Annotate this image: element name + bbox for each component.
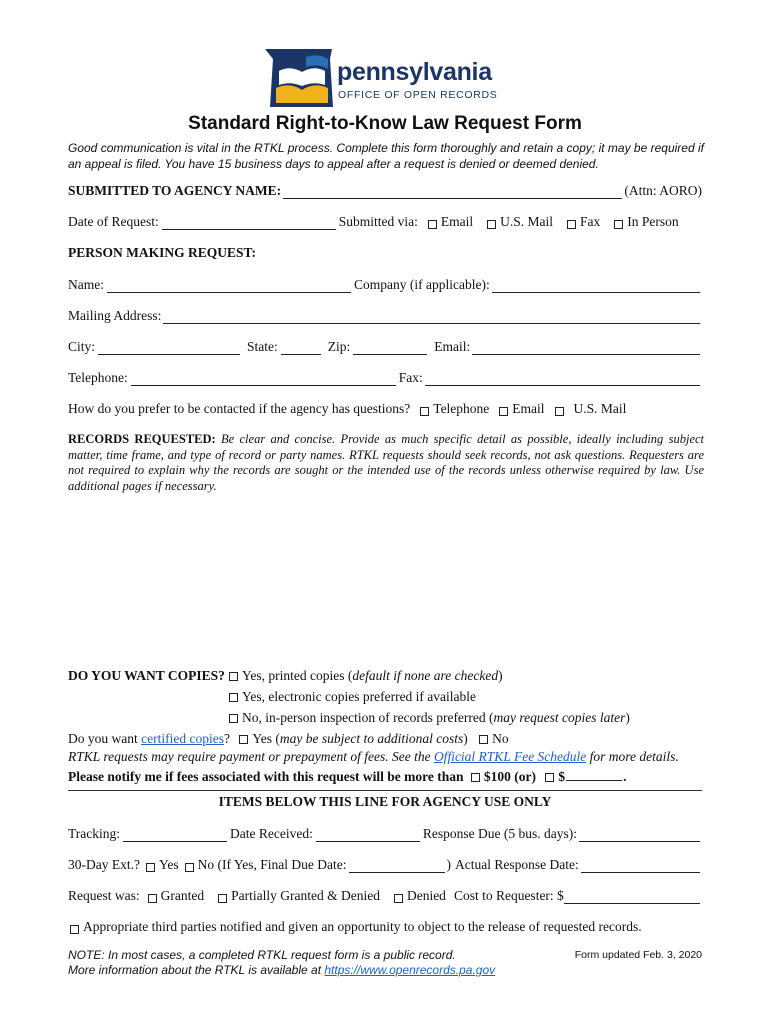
copies-question-row <box>68 668 225 684</box>
telephone-label: Telephone: <box>68 370 128 385</box>
form-updated-date: Form updated Feb. 3, 2020 <box>574 949 702 961</box>
state-label: State: <box>247 339 278 354</box>
notify-period: . <box>623 769 627 784</box>
via-mail-checkbox[interactable] <box>487 220 496 229</box>
notify-amount-field[interactable] <box>566 768 622 781</box>
name-label: Name: <box>68 277 104 292</box>
agency-attn: (Attn: AORO) <box>624 183 702 198</box>
telephone-row <box>68 370 702 386</box>
copies-inspection-note: may request copies later <box>493 710 626 725</box>
footer-note-text: NOTE: In most cases, a completed RTKL request form is a public record. <box>68 948 456 962</box>
name-row <box>68 277 702 293</box>
copies-question: DO YOU WANT COPIES? <box>68 668 225 683</box>
submitted-via-label: Submitted via: <box>338 214 418 229</box>
copies-printed-note: default if none are checked <box>352 668 499 683</box>
copies-inspection-checkbox[interactable] <box>229 714 238 723</box>
response-due-label: Response Due (5 bus. days): <box>422 826 577 841</box>
agency-divider <box>68 790 702 791</box>
contact-email-label: Email <box>512 401 545 416</box>
response-due-field[interactable] <box>579 829 700 842</box>
extension-paren: ) <box>446 857 451 872</box>
city-row <box>68 339 702 355</box>
mailing-field[interactable] <box>163 311 700 324</box>
granted-label: Granted <box>160 888 205 903</box>
zip-field[interactable] <box>353 342 427 355</box>
notify-100-checkbox[interactable] <box>471 773 480 782</box>
certified-row <box>68 731 509 747</box>
certified-qmark: ? <box>223 731 230 746</box>
certified-yes-checkbox[interactable] <box>239 735 248 744</box>
page-title: Standard Right-to-Know Law Request Form <box>188 113 582 134</box>
copies-electronic-label: Yes, electronic copies preferred if available <box>242 689 477 704</box>
notify-100-label: $100 (or) <box>483 769 536 784</box>
cost-field[interactable] <box>564 891 700 904</box>
notify-text: Please notify me if fees associated with this request will be more than <box>68 769 464 784</box>
certified-yes-label: Yes ( <box>252 731 280 746</box>
notify-custom-label: $ <box>558 769 566 784</box>
fee-schedule-link[interactable]: Official RTKL Fee Schedule <box>433 749 587 764</box>
extension-no-checkbox[interactable] <box>185 863 194 872</box>
denied-checkbox[interactable] <box>394 894 403 903</box>
copies-printed-row <box>223 668 503 684</box>
records-text-area[interactable] <box>68 500 702 660</box>
via-mail-label: U.S. Mail <box>500 214 553 229</box>
extension-yes-checkbox[interactable] <box>146 863 155 872</box>
certified-no-label: No <box>492 731 509 746</box>
cost-label: Cost to Requester: $ <box>453 888 564 903</box>
mailing-label: Mailing Address: <box>68 308 162 323</box>
via-email-checkbox[interactable] <box>428 220 437 229</box>
mailing-row <box>68 308 702 324</box>
extension-label: 30-Day Ext.? <box>68 857 140 872</box>
telephone-field[interactable] <box>131 373 396 386</box>
contact-mail-label: U.S. Mail <box>573 401 627 416</box>
records-instructions: Be clear and concise. Provide as much specific detail as possible, ideally including subject matter, time frame, and type of record or party names. RTKL requests should seek records, not ask questions. Requesters are not required to explain why the records are sought or the intended use of the records unless otherwise required by law. Use additional pages if necessary. <box>68 432 705 493</box>
contact-row <box>68 401 702 417</box>
records-heading: RECORDS REQUESTED: <box>68 432 216 446</box>
contact-mail-checkbox[interactable] <box>555 407 564 416</box>
city-field[interactable] <box>98 342 240 355</box>
copies-electronic-checkbox[interactable] <box>229 693 238 702</box>
actual-response-label: Actual Response Date: <box>455 857 579 872</box>
date-received-field[interactable] <box>316 829 420 842</box>
fax-label: Fax: <box>398 370 423 385</box>
footer-more-text: More information about the RTKL is available at <box>68 963 325 977</box>
email-label: Email: <box>434 339 471 354</box>
agency-use-heading: ITEMS BELOW THIS LINE FOR AGENCY USE ONLY <box>218 794 552 809</box>
certified-yes-paren: ) <box>463 731 468 746</box>
certified-copies-link[interactable]: certified copies <box>141 731 224 746</box>
copies-electronic-row <box>223 689 476 705</box>
copies-printed-label: Yes, printed copies ( <box>242 668 353 683</box>
person-heading: PERSON MAKING REQUEST: <box>68 245 257 260</box>
partial-label: Partially Granted & Denied <box>231 888 380 903</box>
fax-field[interactable] <box>425 373 700 386</box>
request-was-label: Request was: <box>68 888 140 903</box>
via-in-person-checkbox[interactable] <box>614 220 623 229</box>
extension-yes-label: Yes <box>158 857 179 872</box>
third-party-row <box>68 919 702 935</box>
fee-text-end: for more details. <box>586 749 679 764</box>
notify-custom-checkbox[interactable] <box>545 773 554 782</box>
intro-text: Good communication is vital in the RTKL process. Complete this form thoroughly and retain a copy; it may be required if an appeal is filed. You have 15 business days to appeal after a request is denied or deemed denied. <box>68 141 704 171</box>
contact-email-checkbox[interactable] <box>499 407 508 416</box>
via-fax-checkbox[interactable] <box>567 220 576 229</box>
third-party-checkbox[interactable] <box>70 925 79 934</box>
extension-no-label: No (If Yes, Final Due Date: <box>197 857 347 872</box>
certified-no-checkbox[interactable] <box>479 735 488 744</box>
records-requested-section <box>68 432 704 494</box>
contact-telephone-label: Telephone <box>433 401 490 416</box>
agency-name-field[interactable] <box>283 186 622 199</box>
granted-checkbox[interactable] <box>148 894 157 903</box>
actual-response-field[interactable] <box>581 860 700 873</box>
tracking-field[interactable] <box>123 829 227 842</box>
via-in-person-label: In Person <box>627 214 679 229</box>
request-was-row <box>68 888 702 904</box>
city-label: City: <box>68 339 96 354</box>
company-field[interactable] <box>492 280 700 293</box>
openrecords-link[interactable]: https://www.openrecords.pa.gov <box>324 963 496 977</box>
person-heading-row <box>68 245 702 261</box>
fee-row <box>68 749 679 765</box>
copies-printed-paren: ) <box>498 668 503 683</box>
logo-wordmark: pennsylvania <box>337 58 492 86</box>
zip-label: Zip: <box>327 339 351 354</box>
copies-inspection-row <box>223 710 630 726</box>
name-field[interactable] <box>107 280 351 293</box>
copies-inspection-paren: ) <box>625 710 630 725</box>
copies-inspection-label: No, in-person inspection of records preferred ( <box>242 710 494 725</box>
company-label: Company (if applicable): <box>354 277 490 292</box>
tracking-label: Tracking: <box>68 826 121 841</box>
via-fax-label: Fax <box>580 214 601 229</box>
date-label: Date of Request: <box>68 214 159 229</box>
denied-label: Denied <box>406 888 446 903</box>
logo-subtitle: OFFICE OF OPEN RECORDS <box>338 89 498 101</box>
footer-note <box>68 948 495 978</box>
contact-telephone-checkbox[interactable] <box>420 407 429 416</box>
state-field[interactable] <box>281 342 321 355</box>
extension-row <box>68 857 702 873</box>
partial-checkbox[interactable] <box>218 894 227 903</box>
final-due-date-field[interactable] <box>349 860 445 873</box>
email-field[interactable] <box>472 342 700 355</box>
via-email-label: Email <box>440 214 474 229</box>
date-field[interactable] <box>162 217 336 230</box>
copies-printed-checkbox[interactable] <box>229 672 238 681</box>
certified-prefix: Do you want <box>68 731 142 746</box>
third-party-label: Appropriate third parties notified and given an opportunity to object to the release of requested records. <box>83 919 642 934</box>
notify-row <box>68 768 626 785</box>
tracking-row <box>68 826 702 842</box>
fee-text: RTKL requests may require payment or prepayment of fees. See the <box>68 749 434 764</box>
agency-label: SUBMITTED TO AGENCY NAME: <box>68 183 282 198</box>
contact-question: How do you prefer to be contacted if the agency has questions? <box>68 401 411 416</box>
agency-row <box>68 183 702 199</box>
date-row <box>68 214 702 230</box>
certified-yes-note: may be subject to additional costs <box>279 731 464 746</box>
date-received-label: Date Received: <box>230 826 313 841</box>
